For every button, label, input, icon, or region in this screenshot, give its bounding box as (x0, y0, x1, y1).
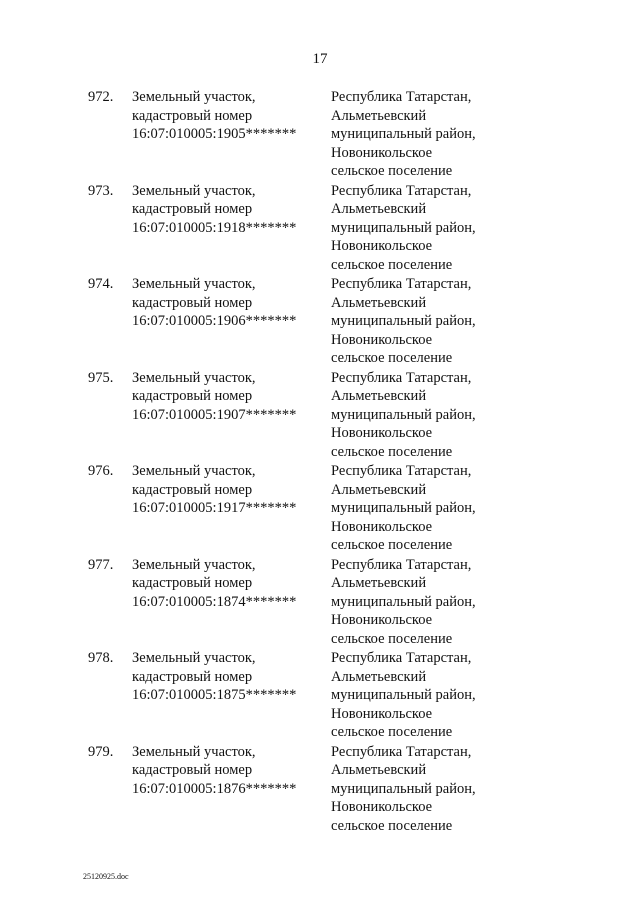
location-line: Альметьевский (331, 575, 427, 591)
entry-description (132, 743, 322, 799)
location-line: сельское поселение (331, 256, 453, 273)
cadastral-number: 16:07:010005:1875******* (132, 687, 297, 703)
description-line: Земельный участок, (132, 556, 256, 573)
location-line: Республика Татарстан, (331, 182, 472, 199)
location-line: Республика Татарстан, (331, 369, 472, 386)
location-line: Альметьевский (331, 481, 427, 498)
cadastral-number: 16:07:010005:1906******* (132, 313, 297, 329)
description-line: Земельный участок, (132, 463, 256, 479)
entry-number: 976. (88, 463, 114, 479)
entries-list (0, 88, 640, 836)
entry-location (331, 462, 531, 555)
description-line: кадастровый номер (132, 575, 253, 591)
entry-number: 979. (88, 743, 114, 760)
location-line: Республика Татарстан, (331, 650, 472, 666)
cadastral-number: 16:07:010005:1874******* (132, 593, 297, 610)
description-line: кадастровый номер (132, 388, 253, 404)
entry-location (331, 182, 531, 275)
list-item (0, 649, 640, 743)
description-line: кадастровый номер (132, 107, 253, 124)
entry-description (132, 182, 322, 238)
location-line: сельское поселение (331, 817, 453, 834)
location-line: сельское поселение (331, 350, 453, 366)
location-line: Новоникольское (331, 331, 433, 348)
location-line: муниципальный район, (331, 593, 476, 610)
cadastral-number: 16:07:010005:1905******* (132, 126, 297, 142)
list-item (0, 743, 640, 837)
description-line: Земельный участок, (132, 89, 256, 105)
entry-location (331, 88, 531, 181)
location-line: муниципальный район, (331, 687, 476, 703)
entry-number: 973. (88, 182, 114, 199)
page-number: 17 (312, 51, 328, 67)
footer-filename: 25120925.doc (83, 872, 129, 881)
location-line: Альметьевский (331, 201, 427, 217)
description-line: кадастровый номер (132, 294, 253, 311)
entry-description (132, 462, 322, 518)
entry-description (132, 88, 322, 144)
location-line: Альметьевский (331, 294, 427, 311)
location-line: муниципальный район, (331, 780, 476, 797)
location-line: Альметьевский (331, 107, 427, 124)
description-line: кадастровый номер (132, 201, 253, 217)
description-line: Земельный участок, (132, 743, 256, 760)
list-item (0, 88, 640, 182)
location-line: сельское поселение (331, 163, 453, 179)
location-line: Республика Татарстан, (331, 463, 472, 479)
location-line: муниципальный район, (331, 126, 476, 142)
cadastral-number: 16:07:010005:1917******* (132, 500, 297, 516)
location-line: Альметьевский (331, 762, 427, 778)
entry-number: 975. (88, 369, 114, 386)
location-line: сельское поселение (331, 630, 453, 647)
entry-number: 977. (88, 556, 114, 573)
location-line: Новоникольское (331, 799, 433, 815)
entry-description (132, 275, 322, 331)
location-line: Республика Татарстан, (331, 89, 472, 105)
entry-location (331, 743, 531, 836)
description-line: Земельный участок, (132, 182, 256, 199)
location-line: Новоникольское (331, 144, 433, 161)
description-line: кадастровый номер (132, 668, 253, 685)
location-line: Новоникольское (331, 425, 433, 441)
location-line: муниципальный район, (331, 219, 476, 236)
location-line: Новоникольское (331, 518, 433, 535)
location-line: Новоникольское (331, 612, 433, 628)
entry-location (331, 556, 531, 649)
list-item (0, 275, 640, 369)
description-line: Земельный участок, (132, 276, 256, 292)
location-line: Республика Татарстан, (331, 556, 472, 573)
cadastral-number: 16:07:010005:1876******* (132, 780, 297, 797)
location-line: Республика Татарстан, (331, 276, 472, 292)
description-line: кадастровый номер (132, 481, 253, 498)
location-line: муниципальный район, (331, 500, 476, 516)
entry-location (331, 649, 531, 742)
entry-number: 972. (88, 89, 114, 105)
location-line: Новоникольское (331, 238, 433, 254)
location-line: Новоникольское (331, 705, 433, 722)
location-line: муниципальный район, (331, 406, 476, 423)
description-line: кадастровый номер (132, 762, 253, 778)
list-item (0, 462, 640, 556)
location-line: Республика Татарстан, (331, 743, 472, 760)
entry-location (331, 369, 531, 462)
location-line: сельское поселение (331, 443, 453, 460)
list-item (0, 369, 640, 463)
location-line: сельское поселение (331, 724, 453, 740)
cadastral-number: 16:07:010005:1907******* (132, 406, 297, 423)
location-line: Альметьевский (331, 668, 427, 685)
entry-number: 974. (88, 276, 114, 292)
description-line: Земельный участок, (132, 650, 256, 666)
location-line: муниципальный район, (331, 313, 476, 329)
location-line: сельское поселение (331, 537, 453, 553)
entry-description (132, 649, 322, 705)
entry-location (331, 275, 531, 368)
list-item (0, 182, 640, 276)
description-line: Земельный участок, (132, 369, 256, 386)
location-line: Альметьевский (331, 388, 427, 404)
entry-number: 978. (88, 650, 114, 666)
list-item (0, 556, 640, 650)
entry-description (132, 369, 322, 425)
cadastral-number: 16:07:010005:1918******* (132, 219, 297, 236)
entry-description (132, 556, 322, 612)
